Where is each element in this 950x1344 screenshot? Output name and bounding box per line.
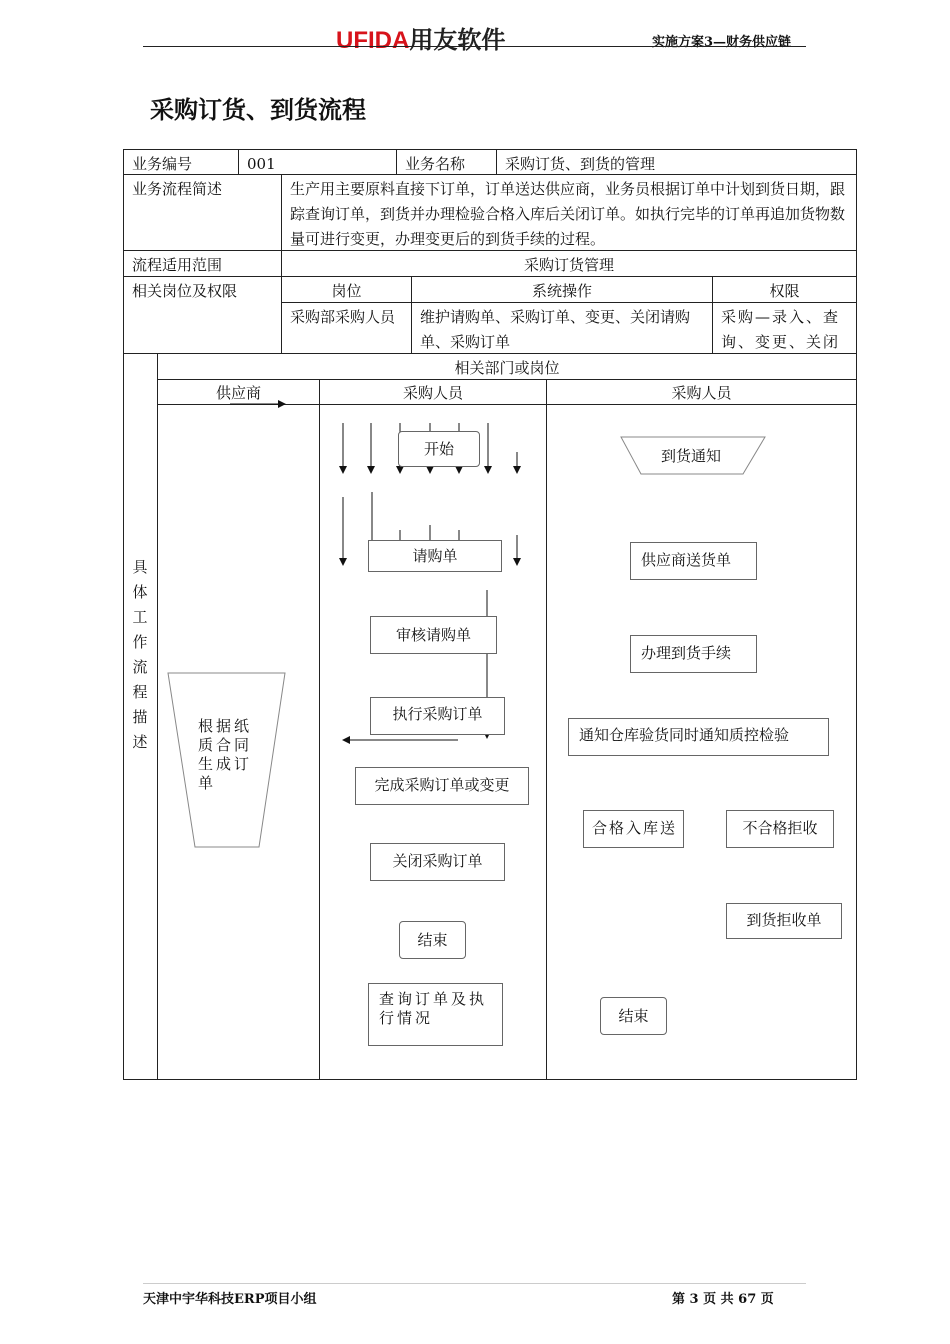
delivery-note: 供应商送货单 bbox=[630, 542, 757, 580]
footer-divider bbox=[143, 1283, 806, 1284]
review-requisition: 审核请购单 bbox=[370, 616, 497, 654]
biz-name-value: 采购订货、到货的管理 bbox=[496, 149, 857, 175]
perm-value: 采购—录入、查询、变更、关闭 bbox=[712, 302, 857, 354]
footer-org: 天津中宇华科技ERP项目小组 bbox=[143, 1292, 317, 1307]
supplier-contract: 根据纸质合同生成订单 bbox=[198, 717, 253, 792]
ops-value: 维护请购单、采购订单、变更、关闭请购单、采购订单 bbox=[411, 302, 713, 354]
logo-cn: 用友软件 bbox=[409, 27, 506, 54]
summary-text: 生产用主要原料直接下订单，订单送达供应商，业务员根据订单中计划到货日期，跟踪查询订单，到货并办理检验合格入库后关闭订单。如执行完毕的订单再追加货物数量可进行变更，办理变更后的到货手续的过程。 bbox=[281, 174, 857, 251]
lane-purchaser2-header: 采购人员 bbox=[546, 379, 857, 405]
lane-supplier-header: 供应商 bbox=[157, 379, 320, 405]
scope-label: 流程适用范围 bbox=[123, 250, 282, 277]
arrival-procedure: 办理到货手续 bbox=[630, 635, 757, 673]
side-label: 具体工作流程描述 bbox=[132, 558, 148, 751]
end-right: 结束 bbox=[600, 997, 667, 1035]
query-order: 查询订单及执行情况 bbox=[368, 983, 503, 1046]
summary-label: 业务流程简述 bbox=[123, 174, 282, 251]
biz-no-label: 业务编号 bbox=[123, 149, 239, 175]
requisition-doc: 请购单 bbox=[368, 540, 502, 572]
reject-goods: 不合格拒收 bbox=[726, 810, 834, 848]
reject-note: 到货拒收单 bbox=[726, 903, 842, 939]
col-perm: 权限 bbox=[712, 276, 857, 303]
page-number: 第 3 页 共 67 页 bbox=[672, 1292, 774, 1307]
execute-po: 执行采购订单 bbox=[370, 697, 505, 735]
biz-name-label: 业务名称 bbox=[396, 149, 497, 175]
arrival-notice: 到货通知 bbox=[661, 447, 722, 465]
pass-stock-in: 合格入库送 bbox=[583, 810, 684, 848]
end-left: 结束 bbox=[399, 921, 466, 959]
close-po: 关闭采购订单 bbox=[370, 843, 505, 881]
start-node: 开始 bbox=[398, 431, 480, 467]
dept-header: 相关部门或岗位 bbox=[157, 353, 857, 380]
post-value: 采购部采购人员 bbox=[281, 302, 412, 354]
complete-po: 完成采购订单或变更 bbox=[355, 767, 529, 805]
page-title: 采购订货、到货流程 bbox=[150, 95, 366, 124]
logo-en: UFIDA bbox=[336, 27, 410, 54]
col-post: 岗位 bbox=[281, 276, 412, 303]
col-ops: 系统操作 bbox=[411, 276, 713, 303]
roles-label: 相关岗位及权限 bbox=[123, 276, 282, 354]
biz-no-value: 001 bbox=[238, 149, 397, 175]
document-title: 实施方案3—财务供应链 bbox=[652, 35, 792, 50]
lane-purchaser-header: 采购人员 bbox=[319, 379, 547, 405]
scope-value: 采购订货管理 bbox=[281, 250, 857, 277]
notify-qc: 通知仓库验货同时通知质控检验 bbox=[568, 718, 829, 756]
